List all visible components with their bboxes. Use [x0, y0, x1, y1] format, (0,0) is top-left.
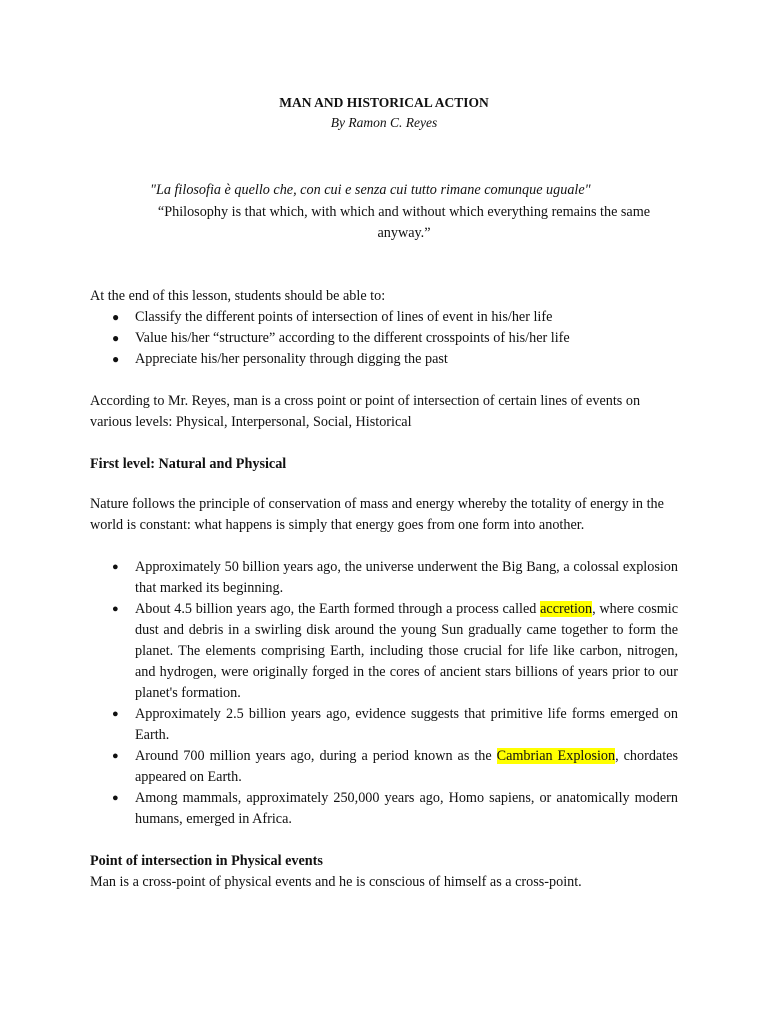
list-item — [112, 788, 678, 830]
bullet-icon: ● — [112, 708, 119, 720]
document-byline: By Ramon C. Reyes — [330, 115, 438, 130]
event-text-after: , where cosmic dust and debris in a swirling disk around the young Sun gradually came together to form the planet. The elements comprising Earth, including those crucial for life like carbon, nitrogen, and hydrogen, were originally forged in the cores of ancient stars billions of years prior to our planet's formation. — [135, 601, 678, 701]
bullet-icon: ● — [112, 792, 119, 804]
objectives-intro: At the end of this lesson, students should be able to: — [90, 288, 386, 304]
english-quote: “Philosophy is that which, with which and without which everything remains the same anyway.” — [157, 204, 651, 241]
event-text-before: Around 700 million years ago, during a period known as the — [135, 748, 497, 764]
highlighted-term: Cambrian Explosion — [496, 748, 616, 764]
bullet-icon: ● — [112, 561, 119, 573]
objective-text: Value his/her “structure” according to the different crosspoints of his/her life — [135, 330, 570, 346]
reyes-paragraph: According to Mr. Reyes, man is a cross point or point of intersection of certain lines of events on various levels: Physical, Interpersonal, Social, Historical — [90, 393, 641, 430]
document-page — [90, 94, 678, 893]
list-item — [112, 307, 678, 328]
objective-text: Appreciate his/her personality through digging the past — [135, 351, 448, 367]
list-item — [112, 349, 678, 370]
events-list — [90, 557, 678, 830]
bullet-icon: ● — [112, 352, 120, 366]
objective-text: Classify the different points of intersection of lines of event in his/her life — [135, 309, 553, 325]
list-item — [112, 746, 678, 788]
document-title: MAN AND HISTORICAL ACTION — [279, 95, 489, 110]
event-text-after: , chordates appeared on Earth. — [135, 748, 678, 785]
list-item — [112, 557, 678, 599]
objectives-list — [90, 307, 678, 370]
section-heading-physical-intersection: Point of intersection in Physical events — [90, 853, 323, 869]
event-text-before: Approximately 2.5 billion years ago, evidence suggests that primitive life forms emerged on Earth. — [135, 706, 678, 743]
highlighted-term: accretion — [540, 601, 593, 617]
bullet-icon: ● — [112, 310, 120, 324]
section-heading-natural-physical: First level: Natural and Physical — [90, 456, 287, 472]
list-item — [112, 328, 678, 349]
list-item — [112, 599, 678, 704]
list-item — [112, 704, 678, 746]
event-text-before: Among mammals, approximately 250,000 years ago, Homo sapiens, or anatomically modern humans, emerged in Africa. — [135, 790, 678, 827]
italian-quote: "La filosofia è quello che, con cui e senza cui tutto rimane comunque uguale" — [150, 182, 591, 198]
bullet-icon: ● — [112, 750, 119, 762]
cross-point-paragraph: Man is a cross-point of physical events and he is conscious of himself as a cross-point. — [90, 874, 582, 890]
event-text-before: About 4.5 billion years ago, the Earth formed through a process called — [135, 601, 541, 617]
bullet-icon: ● — [112, 331, 120, 345]
event-text-before: Approximately 50 billion years ago, the universe underwent the Big Bang, a colossal explosion that marked its beginning. — [135, 559, 678, 596]
bullet-icon: ● — [112, 603, 119, 615]
nature-paragraph: Nature follows the principle of conservation of mass and energy whereby the totality of energy in the world is constant: what happens is simply that energy goes from one form into another. — [90, 496, 664, 533]
